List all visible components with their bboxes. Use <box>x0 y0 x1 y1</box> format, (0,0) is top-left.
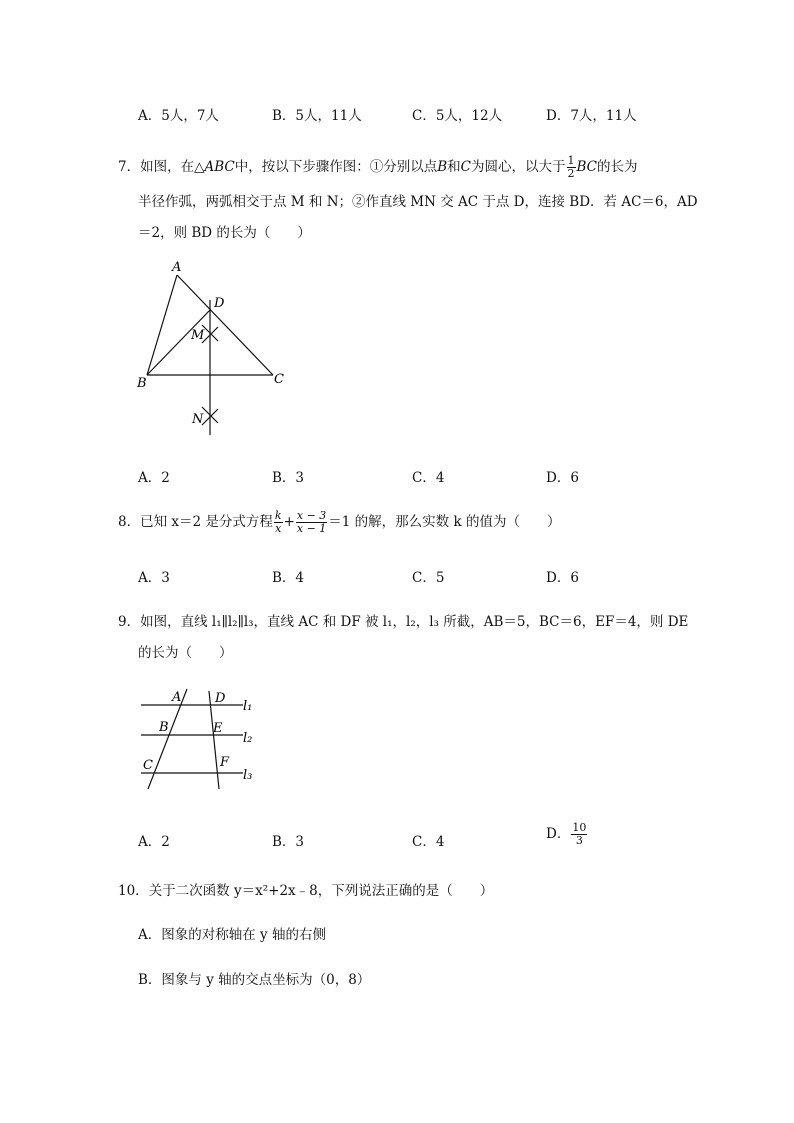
q9-figure <box>135 685 265 795</box>
label-b: B <box>159 720 169 735</box>
q9-option-b: B．3 <box>272 834 305 850</box>
q10-number: 10． <box>118 883 149 899</box>
q9-stem-line2: 的长为（ ） <box>138 645 233 661</box>
label-l1: l₁ <box>243 699 253 714</box>
label-d: D <box>214 296 225 311</box>
q8-fraction-1: $\frac{k}{x}$ <box>274 509 282 535</box>
label-b: B <box>137 376 147 391</box>
q7-stem-line2: 半径作弧，两弧相交于点 M 和 N；②作直线 MN 交 AC 于点 D，连接 BD．若 AC＝6，AD <box>138 194 698 210</box>
label-n: N <box>192 412 204 427</box>
q10-option-b: B．图象与 y 轴的交点坐标为（0，8） <box>138 972 371 988</box>
q9-option-d-fraction: $\frac{10}{3}$ <box>572 821 587 847</box>
q8-number: 8． <box>118 514 141 530</box>
label-f: F <box>220 755 230 770</box>
q7-option-a: A．2 <box>138 470 170 486</box>
segment-ac <box>177 275 273 375</box>
q10-stem: 10．关于二次函数 y＝x²+2x﹣8，下列说法正确的是（ ） <box>118 883 494 899</box>
q7-option-b: B．3 <box>272 470 305 486</box>
label-e: E <box>213 721 223 736</box>
label-d: D <box>215 691 226 706</box>
label-a: A <box>172 260 182 275</box>
q9-number: 9． <box>118 614 141 630</box>
q8-stem: 8．已知 x＝2 是分式方程 $\frac{k}{x}$ + $\frac{x - 3}{x - 1}$ ＝1 的解，那么实数 k 的值为（ ） <box>118 509 561 535</box>
q8-fraction-2: $\frac{x - 3}{x - 1}$ <box>296 509 327 535</box>
q8-option-a: A．3 <box>138 570 170 586</box>
q7-option-d: D．6 <box>546 470 579 486</box>
q9-option-a: A．2 <box>138 834 170 850</box>
q7-stem-line3: ＝2，则 BD 的长为（ ） <box>138 225 311 241</box>
q6-option-b: B．5人，11人 <box>272 108 362 124</box>
label-c: C <box>143 758 153 773</box>
q7-fraction: $\frac{1}{2}$ <box>567 154 575 180</box>
label-m: M <box>191 328 205 343</box>
q7-option-c: C．4 <box>412 470 445 486</box>
q6-option-d: D．7人，11人 <box>546 108 637 124</box>
q8-option-d: D．6 <box>546 570 579 586</box>
label-l2: l₂ <box>243 731 253 746</box>
q10-option-a: A．图象的对称轴在 y 轴的右侧 <box>138 927 326 943</box>
q7-figure <box>130 255 300 440</box>
q6-option-c: C．5人，12人 <box>412 108 503 124</box>
label-c: C <box>274 372 284 387</box>
q8-option-c: C．5 <box>412 570 445 586</box>
q8-option-b: B．4 <box>272 570 305 586</box>
q9-option-c: C．4 <box>412 834 445 850</box>
q9-stem-line1: 9．如图，直线 l₁∥l₂∥l₃，直线 AC 和 DF 被 l₁，l₂，l₃ 所截，AB＝5，BC＝6，EF＝4，则 DE <box>118 614 689 630</box>
label-l3: l₃ <box>243 768 253 783</box>
q7-stem-line1: 7．如图，在△ABC中，按以下步骤作图：①分别以点B和C为圆心，以大于 $\frac{1}{2}$ BC的长为 <box>118 154 638 180</box>
q9-option-d: D． $\frac{10}{3}$ <box>546 821 587 847</box>
label-a: A <box>172 690 182 705</box>
q6-option-a: A．5人，7人 <box>138 108 219 124</box>
q7-number: 7． <box>118 159 141 175</box>
